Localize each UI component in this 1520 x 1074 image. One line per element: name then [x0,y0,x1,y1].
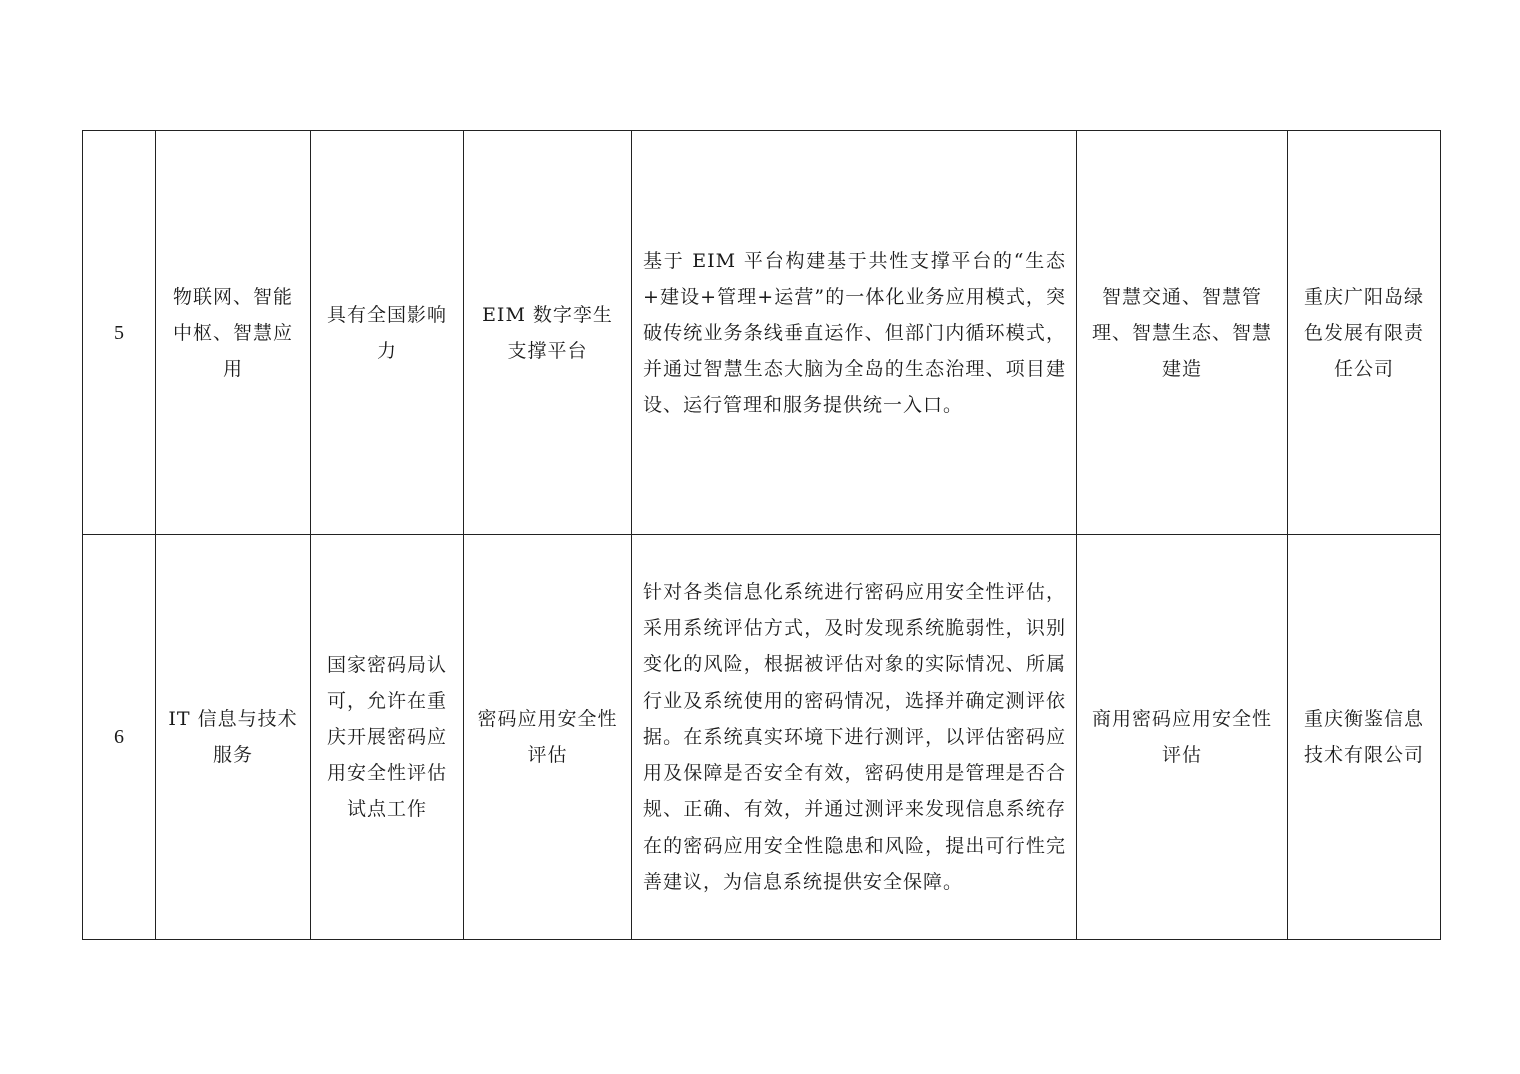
company-cell: 重庆衡鉴信息技术有限公司 [1288,535,1441,940]
company-cell: 重庆广阳岛绿色发展有限责任公司 [1288,131,1441,535]
row-number: 5 [83,131,156,535]
table-row [83,131,1441,535]
description-cell: 针对各类信息化系统进行密码应用安全性评估，采用系统评估方式，及时发现系统脆弱性，识别变化的风险，根据被评估对象的实际情况、所属行业及系统使用的密码情况，选择并确定测评依据。在系统真实环境下进行测评，以评估密码应用及保障是否安全有效，密码使用是管理是否合规、正确、有效，并通过测评来发现信息系统存在的密码应用安全性隐患和风险，提出可行性完善建议，为信息系统提供安全保障。 [632,535,1077,940]
row-number: 6 [83,535,156,940]
table-row [83,535,1441,940]
application-scenario-cell: 商用密码应用安全性评估 [1077,535,1288,940]
application-scenario-cell: 智慧交通、智慧管理、智慧生态、智慧建造 [1077,131,1288,535]
qualification-cell: 具有全国影响力 [311,131,464,535]
product-table [82,130,1441,940]
description-cell: 基于 EIM 平台构建基于共性支撑平台的“生态+建设+管理+运营”的一体化业务应用模式，突破传统业务条线垂直运作、但部门内循环模式，并通过智慧生态大脑为全岛的生态治理、项目建设、运行管理和服务提供统一入口。 [632,131,1077,535]
field-cell: IT 信息与技术服务 [156,535,311,940]
field-cell: 物联网、智能中枢、智慧应用 [156,131,311,535]
product-name-cell: 密码应用安全性评估 [464,535,632,940]
qualification-cell: 国家密码局认可，允许在重庆开展密码应用安全性评估试点工作 [311,535,464,940]
product-name-cell: EIM 数字孪生支撑平台 [464,131,632,535]
